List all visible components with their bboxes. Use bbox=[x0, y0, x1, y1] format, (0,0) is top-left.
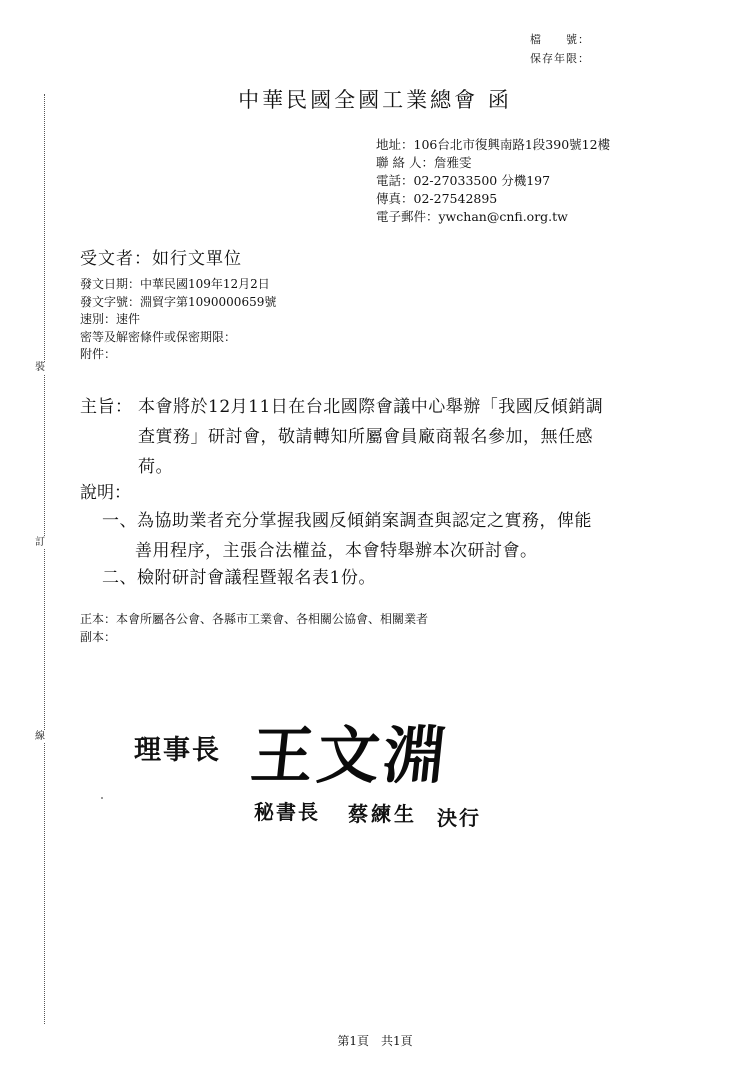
final-approval: 決行 bbox=[437, 806, 481, 830]
copy-recipients: 副本： bbox=[80, 630, 117, 644]
subject-line-1: 本會將於12月11日在台北國際會議中心舉辦「我國反傾銷調 bbox=[138, 397, 604, 417]
explanation-item-1-line-1: 一、為協助業者充分掌握我國反傾銷案調查與認定之實務，俾能 bbox=[102, 511, 592, 531]
contact-block bbox=[376, 136, 610, 226]
binding-line bbox=[44, 94, 45, 1024]
subject-line-3: 荷。 bbox=[138, 457, 173, 477]
delivery-speed: 速別：速件 bbox=[80, 312, 141, 326]
subject-line-2: 查實務」研討會，敬請轉知所屬會員廠商報名參加，無任感 bbox=[138, 427, 593, 447]
document-meta bbox=[80, 276, 276, 364]
contact-person: 聯 絡 人：詹雅雯 bbox=[376, 155, 472, 170]
archive-info bbox=[530, 30, 590, 68]
explanation-label: 說明： bbox=[80, 483, 131, 503]
chairman-signature: 王文淵 bbox=[247, 719, 454, 792]
explanation-item-1 bbox=[102, 506, 592, 566]
address: 地址：106台北市復興南路1段390號12樓 bbox=[376, 137, 611, 152]
secretary-name: 蔡練生 bbox=[348, 802, 417, 826]
recipient: 受文者：如行文單位 bbox=[80, 249, 242, 269]
secretary-title: 秘書長 bbox=[254, 800, 320, 824]
page-footer bbox=[0, 1032, 750, 1049]
document-title: 中華民國全國工業總會 函 bbox=[238, 88, 512, 112]
original-recipients: 正本：本會所屬各公會、各縣市工業會、各相關公協會、相關業者 bbox=[80, 612, 429, 626]
explanation-item-1-line-2: 善用程序，主張合法權益，本會特舉辦本次研討會。 bbox=[135, 541, 538, 561]
document-number: 發文字號：淵貿字第1090000659號 bbox=[80, 294, 277, 309]
binding-char-zhuang: 裝 bbox=[35, 362, 45, 373]
scan-speck bbox=[101, 797, 103, 799]
distribution bbox=[80, 610, 428, 646]
chairman-title: 理事長 bbox=[134, 735, 221, 766]
retention-label: 保存年限： bbox=[530, 52, 590, 65]
subject-label: 主旨： bbox=[80, 397, 133, 417]
file-number-label: 檔 號： bbox=[530, 33, 590, 46]
subject bbox=[80, 392, 603, 482]
issue-date: 發文日期：中華民國109年12月2日 bbox=[80, 277, 270, 291]
page-total: 共1頁 bbox=[381, 1034, 413, 1048]
attachment: 附件： bbox=[80, 347, 117, 361]
binding-char-xian: 線 bbox=[35, 731, 45, 742]
phone: 電話：02-27033500 分機197 bbox=[376, 173, 551, 188]
page-number: 第1頁 bbox=[337, 1034, 369, 1048]
fax: 傳真：02-27542895 bbox=[376, 191, 498, 206]
explanation-item-2: 二、檢附研討會議程暨報名表1份。 bbox=[102, 568, 376, 588]
security-level: 密等及解密條件或保密期限： bbox=[80, 329, 237, 344]
email: 電子郵件：ywchan@cnfi.org.tw bbox=[376, 209, 568, 224]
binding-char-ding: 訂 bbox=[35, 537, 45, 548]
